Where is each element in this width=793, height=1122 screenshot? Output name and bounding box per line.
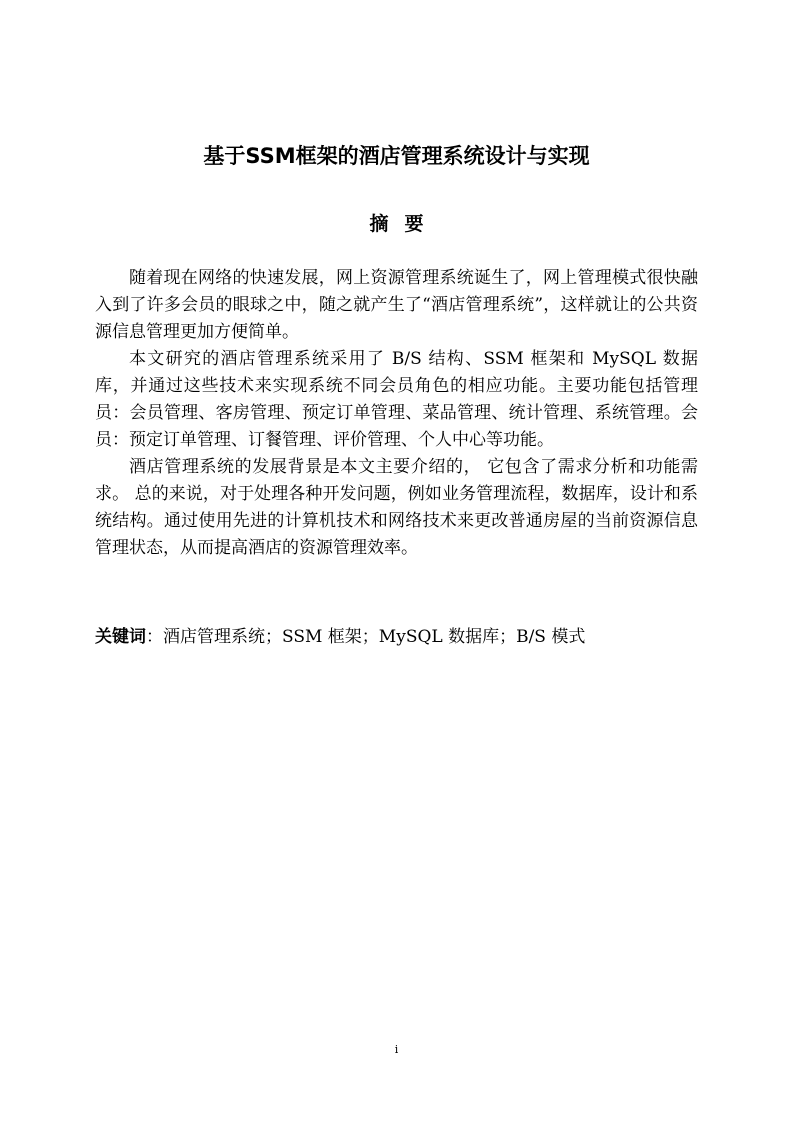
keywords-label: 关键词: [95, 627, 146, 647]
abstract-body: [95, 265, 698, 562]
abstract-heading: 摘要: [369, 213, 440, 235]
paper-title: 基于SSM框架的酒店管理系统设计与实现: [203, 144, 590, 168]
abstract-paragraph: 本文研究的酒店管理系统采用了 B/S 结构、SSM 框架和 MySQL 数据库，并通过这些技术来实现系统不同会员角色的相应功能。主要功能包括管理员：会员管理、客房管理、预定订单管理、菜品管理、统计管理、系统管理。会员：预定订单管理、订餐管理、评价管理、个人中心等功能。: [95, 349, 698, 450]
abstract-paragraph: 酒店管理系统的发展背景是本文主要介绍的， 它包含了需求分析和功能需求。 总的来说，对于处理各种开发问题，例如业务管理流程，数据库，设计和系统结构。通过使用先进的计算机技术和网络技术来更改普通房屋的当前资源信息管理状态，从而提高酒店的资源管理效率。: [95, 457, 698, 558]
keywords-list: 酒店管理系统；SSM 框架；MySQL 数据库；B/S 模式: [163, 627, 586, 647]
page-number: i: [394, 1043, 399, 1056]
keywords-line: [95, 624, 698, 651]
keywords-separator: ：: [146, 627, 163, 647]
abstract-paragraph: 随着现在网络的快速发展，网上资源管理系统诞生了，网上管理模式很快融入到了许多会员的眼球之中，随之就产生了“酒店管理系统”，这样就让的公共资源信息管理更加方便简单。: [95, 268, 698, 342]
